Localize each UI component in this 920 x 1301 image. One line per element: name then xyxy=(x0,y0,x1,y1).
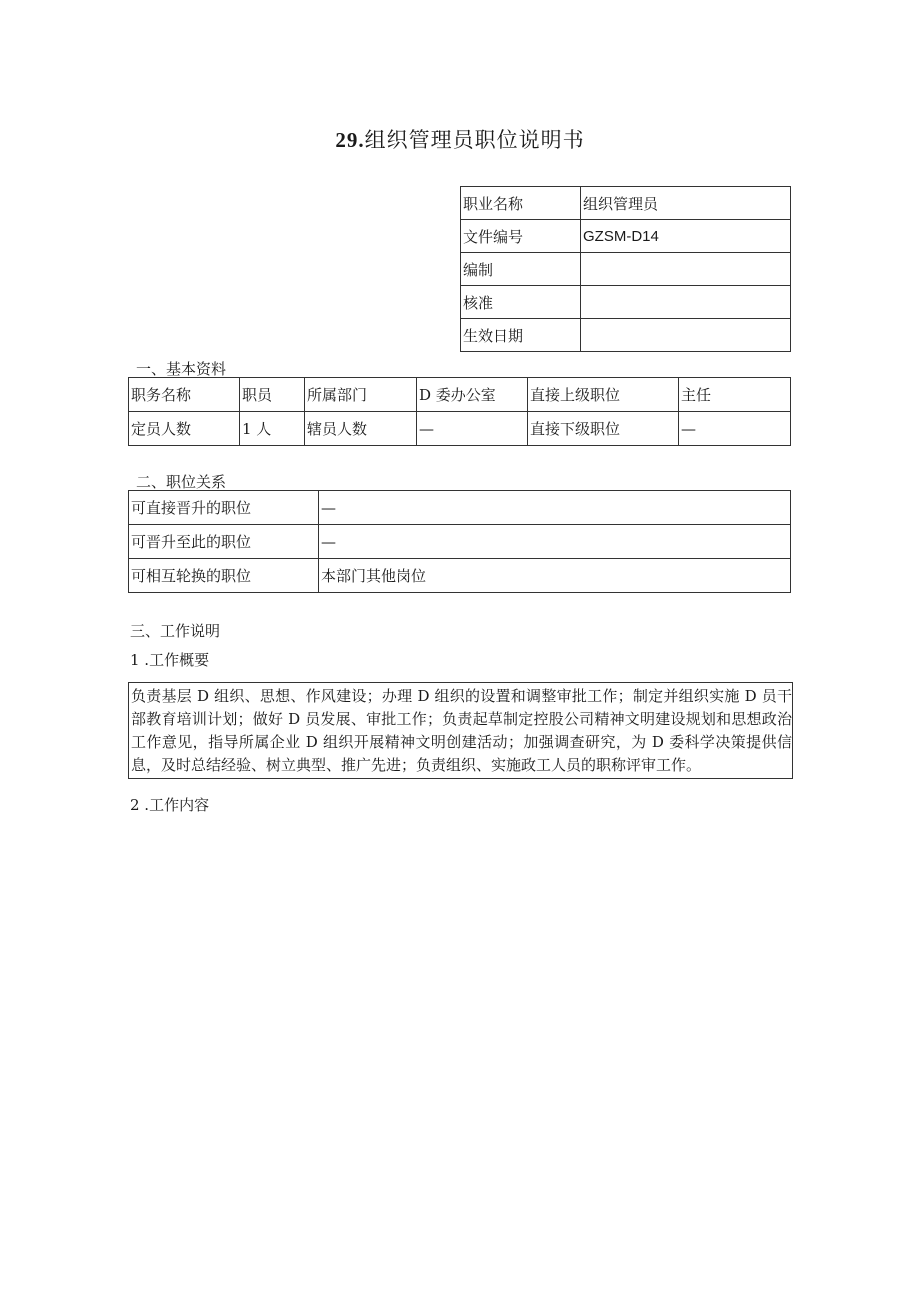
meta-value xyxy=(581,253,791,286)
table-cell: D 委办公室 xyxy=(417,378,528,412)
position-relations-table xyxy=(128,490,791,593)
subheading-content: 2 .工作内容 xyxy=(130,796,210,814)
table-row xyxy=(129,559,791,593)
table-cell: 主任 xyxy=(679,378,791,412)
meta-value xyxy=(581,286,791,319)
meta-value: 组织管理员 xyxy=(581,187,791,220)
meta-value: GZSM-D14 xyxy=(581,220,791,253)
meta-label: 文件编号 xyxy=(461,220,581,253)
table-cell: 1 人 xyxy=(240,412,305,446)
table-row xyxy=(461,253,791,286)
relation-value: 本部门其他岗位 xyxy=(319,559,791,593)
section-heading-basic: 一、基本资料 xyxy=(136,360,227,378)
section-heading-work: 三、工作说明 xyxy=(130,622,221,640)
relation-label: 可直接晋升的职位 xyxy=(129,491,319,525)
subheading-summary: 1 .工作概要 xyxy=(130,651,210,669)
table-cell: 直接下级职位 xyxy=(528,412,679,446)
table-row xyxy=(129,525,791,559)
title-text: 组织管理员职位说明书 xyxy=(364,128,585,152)
relation-value: — xyxy=(319,525,791,559)
meta-value xyxy=(581,319,791,352)
table-row xyxy=(129,378,791,412)
table-cell: 所属部门 xyxy=(305,378,417,412)
section-heading-relations: 二、职位关系 xyxy=(136,473,227,491)
table-cell: — xyxy=(417,412,528,446)
table-cell: 定员人数 xyxy=(129,412,240,446)
meta-label: 职业名称 xyxy=(461,187,581,220)
table-row xyxy=(129,491,791,525)
table-cell: 职务名称 xyxy=(129,378,240,412)
relation-label: 可相互轮换的职位 xyxy=(129,559,319,593)
table-row xyxy=(461,286,791,319)
meta-label: 编制 xyxy=(461,253,581,286)
page-title xyxy=(0,124,920,154)
table-row xyxy=(461,319,791,352)
relation-label: 可晋升至此的职位 xyxy=(129,525,319,559)
table-cell: — xyxy=(679,412,791,446)
table-cell: 职员 xyxy=(240,378,305,412)
document-meta-table xyxy=(460,186,791,352)
work-summary-box: 负责基层 D 组织、思想、作风建设；办理 D 组织的设置和调整审批工作；制定并组织实施 D 员干部教育培训计划；做好 D 员发展、审批工作；负责起草制定控股公司精神文明建设规划和思想政治工作意见，指导所属企业 D 组织开展精神文明创建活动；加强调查研究，为 D 委科学决策提供信息，及时总结经验、树立典型、推广先进；负责组织、实施政工人员的职称评审工作。 xyxy=(128,682,793,779)
relation-value: — xyxy=(319,491,791,525)
meta-label: 核准 xyxy=(461,286,581,319)
basic-info-table xyxy=(128,377,791,446)
table-cell: 辖员人数 xyxy=(305,412,417,446)
title-number: 29. xyxy=(335,128,365,152)
table-row xyxy=(461,187,791,220)
table-row xyxy=(129,412,791,446)
meta-label: 生效日期 xyxy=(461,319,581,352)
table-row xyxy=(461,220,791,253)
table-cell: 直接上级职位 xyxy=(528,378,679,412)
